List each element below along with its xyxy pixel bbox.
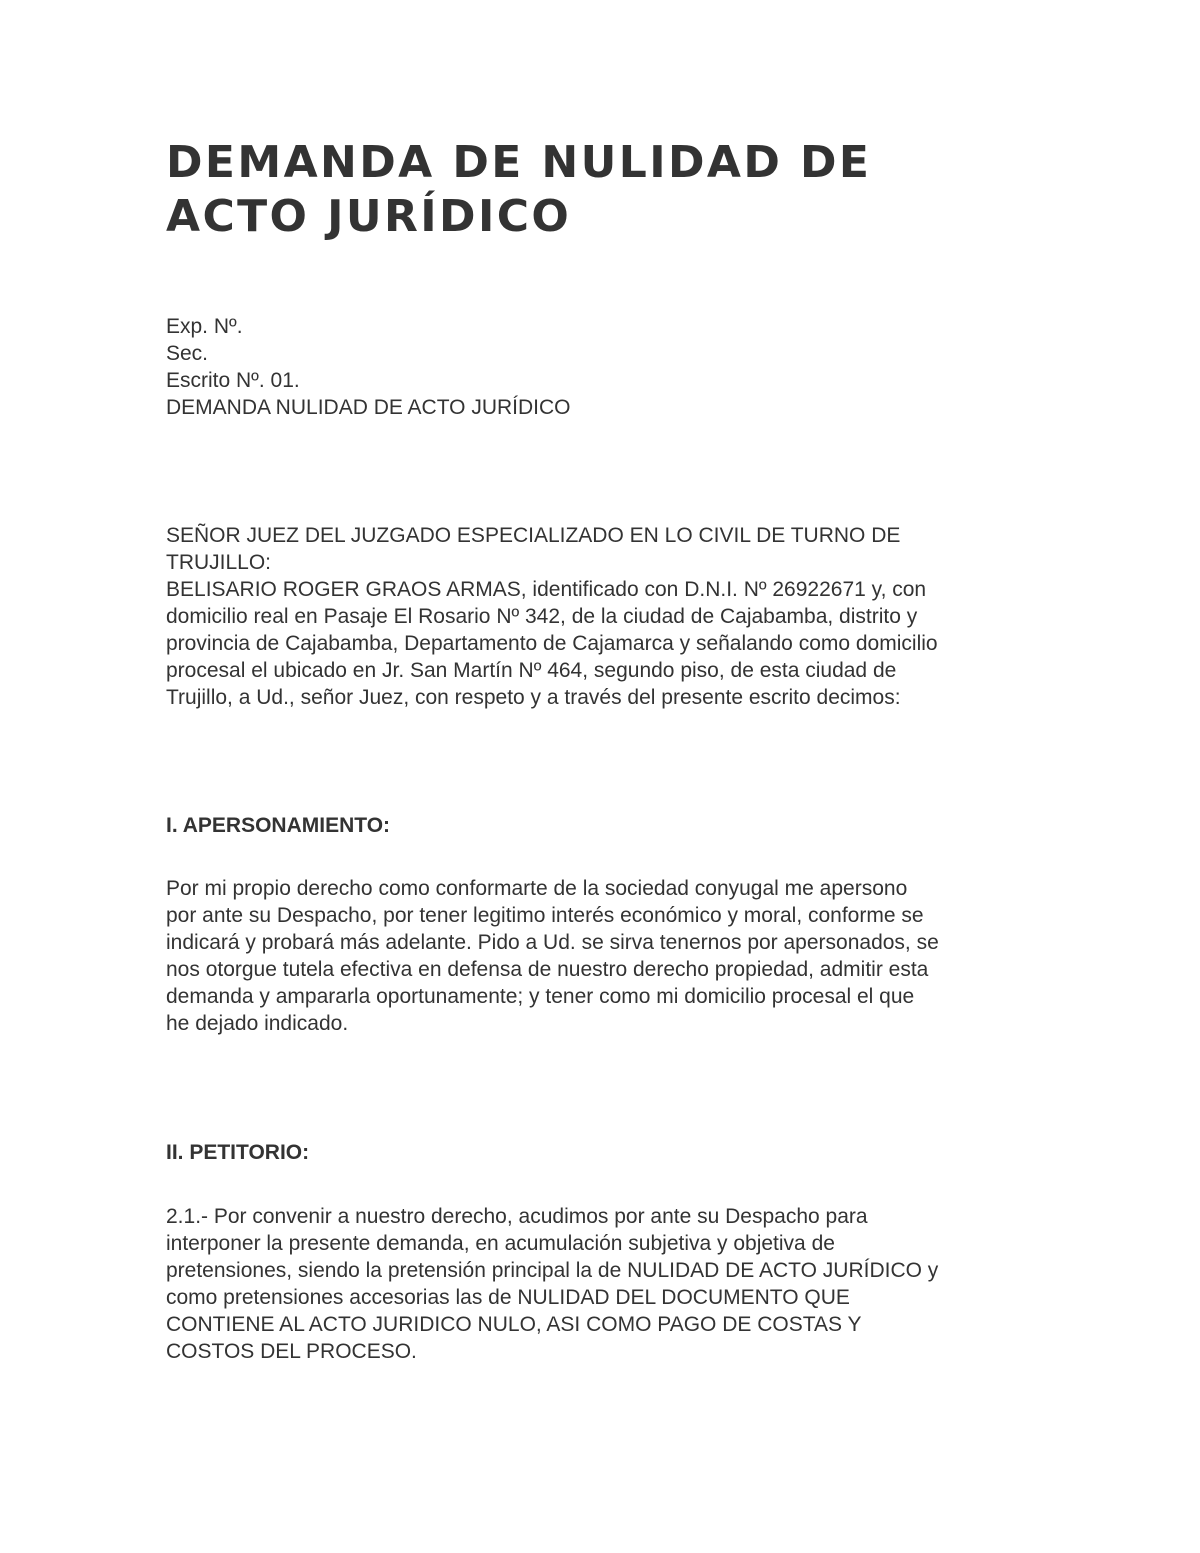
escrito-line: Escrito Nº. 01.	[166, 369, 300, 392]
paragraph-line: por ante su Despacho, por tener legitimo interés económico y moral, conforme se	[166, 904, 924, 927]
addressee-line: BELISARIO ROGER GRAOS ARMAS, identificado con D.N.I. Nº 26922671 y, con	[166, 578, 927, 601]
paragraph-line: indicará y probará más adelante. Pido a Ud. se sirva tenernos por apersonados, se	[166, 931, 939, 954]
addressee-line: procesal el ubicado en Jr. San Martín Nº 464, segundo piso, de esta ciudad de	[166, 659, 897, 682]
paragraph-line: CONTIENE AL ACTO JURIDICO NULO, ASI COMO PAGO DE COSTAS Y	[166, 1313, 862, 1336]
addressee-line: provincia de Cajabamba, Departamento de Cajamarca y señalando como domicilio	[166, 632, 938, 655]
paragraph-line: pretensiones, siendo la pretensión principal la de NULIDAD DE ACTO JURÍDICO y	[166, 1259, 939, 1282]
paragraph-line: he dejado indicado.	[166, 1012, 349, 1035]
document-title	[166, 136, 1066, 244]
petitorio-paragraph	[166, 1203, 1046, 1365]
case-header-block	[166, 313, 1046, 421]
sumilla-line: DEMANDA NULIDAD DE ACTO JURÍDICO	[166, 396, 571, 419]
paragraph-line: interponer la presente demanda, en acumulación subjetiva y objetiva de	[166, 1232, 835, 1255]
apersonamiento-paragraph	[166, 875, 1046, 1037]
addressee-line: domicilio real en Pasaje El Rosario Nº 342, de la ciudad de Cajabamba, distrito y	[166, 605, 918, 628]
paragraph-line: COSTOS DEL PROCESO.	[166, 1340, 417, 1363]
paragraph-line: demanda y ampararla oportunamente; y tener como mi domicilio procesal el que	[166, 985, 915, 1008]
secretario-line: Sec.	[166, 342, 209, 365]
addressee-line: Trujillo, a Ud., señor Juez, con respeto y a través del presente escrito decimos:	[166, 686, 901, 709]
paragraph-line: nos otorgue tutela efectiva en defensa de nuestro derecho propiedad, admitir esta	[166, 958, 929, 981]
paragraph-line: 2.1.- Por convenir a nuestro derecho, acudimos por ante su Despacho para	[166, 1205, 868, 1228]
section-heading-apersonamiento: I. APERSONAMIENTO:	[166, 814, 391, 837]
addressee-line: TRUJILLO:	[166, 551, 272, 574]
paragraph-line: Por mi propio derecho como conformarte de la sociedad conyugal me apersono	[166, 877, 908, 900]
addressee-paragraph	[166, 522, 1046, 711]
expediente-line: Exp. Nº.	[166, 315, 243, 338]
paragraph-line: como pretensiones accesorias las de NULIDAD DEL DOCUMENTO QUE	[166, 1286, 850, 1309]
document-title-line-2: ACTO JURÍDICO	[166, 191, 572, 242]
section-heading-petitorio: II. PETITORIO:	[166, 1141, 310, 1164]
addressee-line: SEÑOR JUEZ DEL JUZGADO ESPECIALIZADO EN LO CIVIL DE TURNO DE	[166, 524, 901, 547]
document-title-line-1: DEMANDA DE NULIDAD DE	[166, 137, 872, 188]
